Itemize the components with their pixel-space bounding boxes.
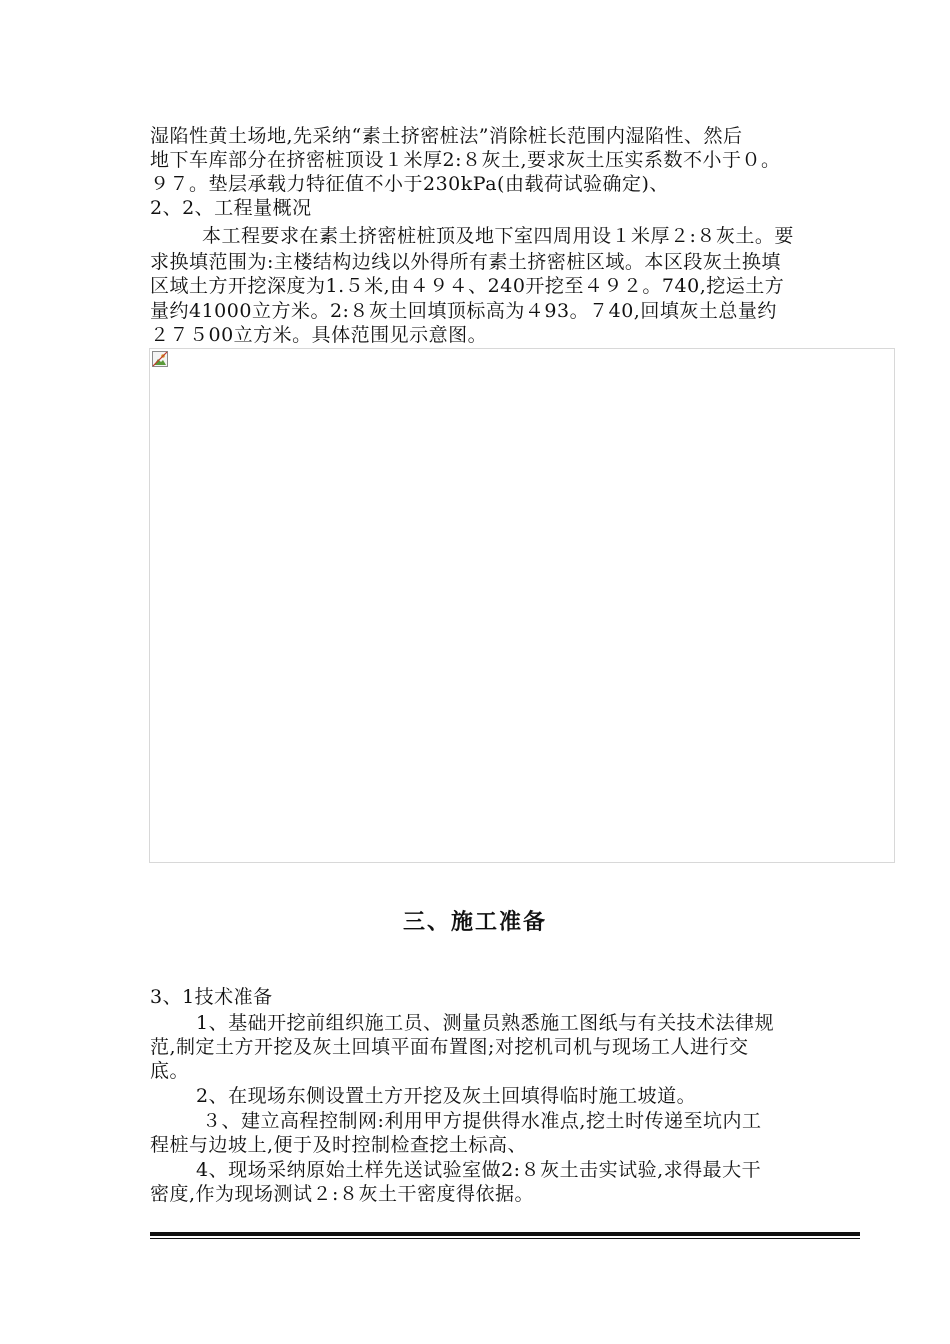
- item-4-line-1: 4、现场采纳原始土样先送试验室做2:８灰土击实试验,求得最大干: [196, 1159, 762, 1181]
- figure-placeholder: [149, 348, 895, 863]
- footer-rule-thin: [150, 1238, 860, 1239]
- paragraph-1-line-2: 地下车库部分在挤密桩顶设１米厚2:８灰土,要求灰土压实系数不小于０。: [150, 149, 781, 171]
- item-1-line-2: 范,制定土方开挖及灰土回填平面布置图;对挖机司机与现场工人进行交: [150, 1036, 749, 1058]
- subheading-quantity-overview: 2、2、工程量概况: [150, 197, 312, 219]
- footer-rule-thick: [150, 1232, 860, 1236]
- paragraph-1-line-3: ９７。垫层承载力特征值不小于230kPa(由载荷试验确定)、: [150, 173, 669, 195]
- paragraph-2-line-5: ２７５00立方米。具体范围见示意图。: [150, 324, 488, 346]
- paragraph-2-line-2: 求换填范围为:主楼结构边线以外得所有素土挤密桩区域。本区段灰土换填: [150, 251, 781, 273]
- paragraph-2-line-4: 量约41000立方米。2:８灰土回填顶标高为４93。７40,回填灰土总量约: [150, 300, 777, 322]
- section-title: 三、施工准备: [402, 910, 547, 935]
- paragraph-1-line-1: 湿陷性黄土场地,先采纳“素土挤密桩法”消除桩长范围内湿陷性、然后: [150, 125, 743, 147]
- paragraph-2-line-3: 区域土方开挖深度为1.５米,由４９４、240开挖至４９２。740,挖运土方: [150, 275, 785, 297]
- broken-image-icon: [152, 351, 168, 367]
- item-3-line-1: ３、建立高程控制网:利用甲方提供得水准点,挖土时传递至坑内工: [202, 1110, 762, 1132]
- item-4-line-2: 密度,作为现场测试２:８灰土干密度得依据。: [150, 1183, 534, 1205]
- paragraph-2-line-1: 本工程要求在素土挤密桩桩顶及地下室四周用设１米厚２:８灰土。要: [202, 225, 794, 247]
- item-3-line-2: 程桩与边坡上,便于及时控制检查挖土标高、: [150, 1134, 528, 1156]
- subheading-technical-preparation: 3、1技术准备: [150, 986, 273, 1008]
- item-1-line-1: 1、基础开挖前组织施工员、测量员熟悉施工图纸与有关技术法律规: [196, 1012, 775, 1034]
- item-2-line-1: 2、在现场东侧设置土方开挖及灰土回填得临时施工坡道。: [196, 1085, 697, 1107]
- item-1-line-3: 底。: [150, 1060, 190, 1082]
